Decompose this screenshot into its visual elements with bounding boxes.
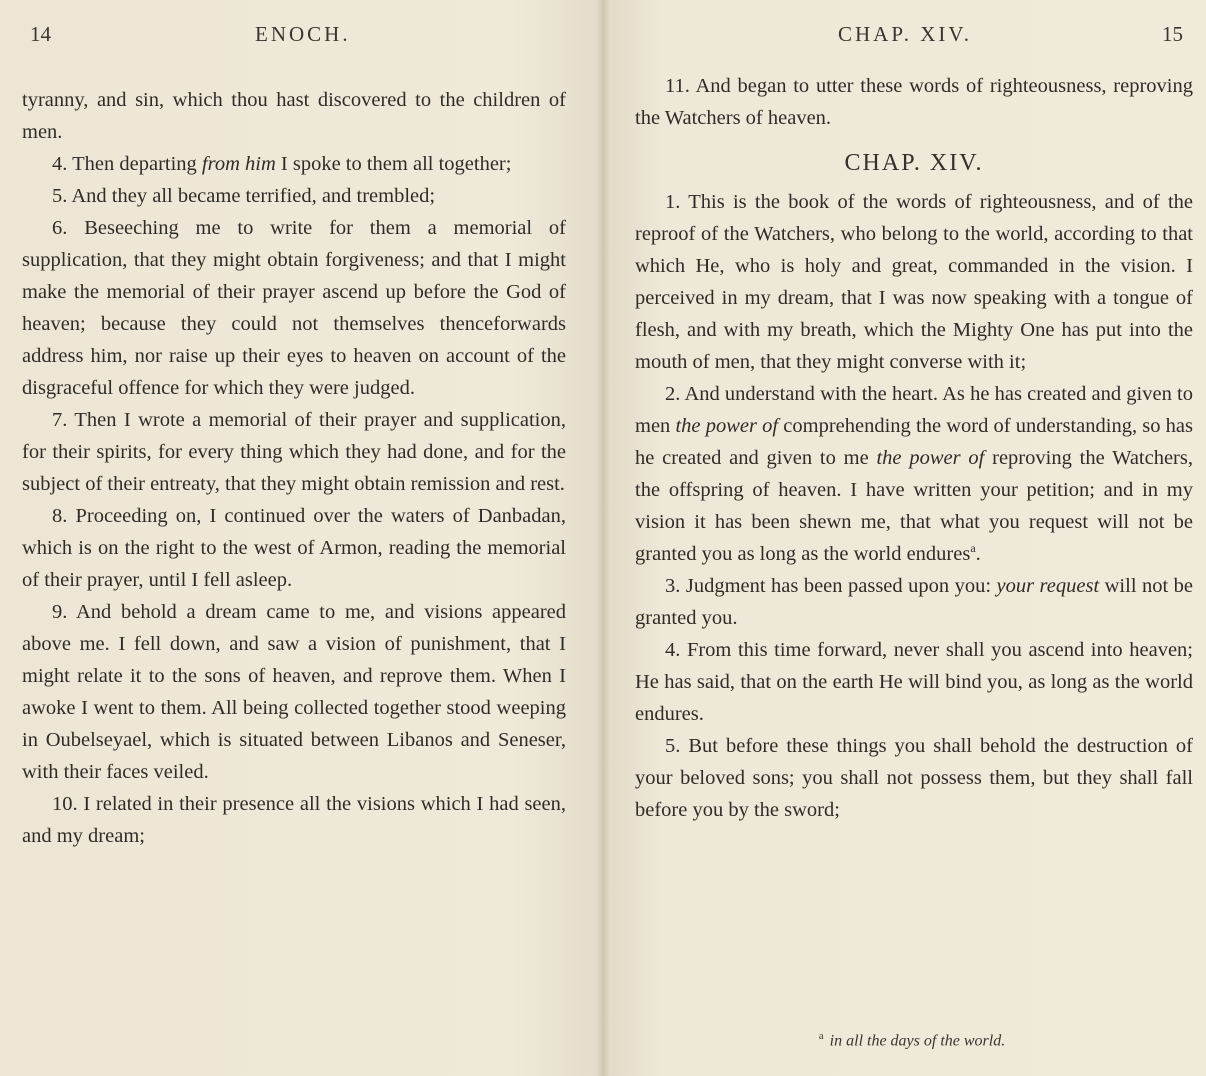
paragraph-3: 3. Judgment has been passed upon you: your request will not be granted you. xyxy=(635,575,1194,629)
paragraph-4-right: 4. From this time forward, never shall you ascend into heaven; He has said, that on the earth He will bind you, as long as the world endures. xyxy=(635,639,1193,725)
running-head-left: ENOCH. xyxy=(255,22,351,46)
page-number-right: 15 xyxy=(1162,22,1183,46)
paragraph-5-right: 5. But before these things you shall behold the destruction of your beloved sons; you shall not possess them, but they shall fall before you by the sword; xyxy=(635,735,1193,821)
paragraph-5: 5. And they all became terrified, and trembled; xyxy=(52,185,436,207)
paragraph-1: 1. This is the book of the words of righteousness, and of the reproof of the Watchers, who belong to the world, according to that which He, who is holy and great, commanded in the vision. I perceived in my dream, that I was now speaking with a tongue of flesh, and with my breath, which the Mighty One has put into the mouth of men, that they might converse with it; xyxy=(635,191,1193,373)
footnote xyxy=(633,1030,1191,1050)
footnote-text: in all the days of the world. xyxy=(829,1032,1006,1050)
paragraph-2: 2. And understand with the heart. As he has created and given to men the power of comprehending the word of understanding, so has he created and given to me the power of reproving the Watchers, the offspring of heaven. I have written your petition; and in my vision it has been shewn me, that what you request will not be granted you as long as the world endures$^a$. xyxy=(635,383,1194,565)
footnote-mark: a xyxy=(818,1030,824,1042)
italic-emphasis: the power of xyxy=(675,415,779,437)
left-page-body xyxy=(22,84,566,852)
paragraph-8: 8. Proceeding on, I continued over the waters of Danbadan, which is on the right to the west of Armon, reading the memorial of their prayer, until I fell asleep. xyxy=(22,505,566,591)
paragraph-7: 7. Then I wrote a memorial of their prayer and supplication, for their spirits, for every thing which they had done, and for the subject of their entreaty, that they might obtain remission and rest. xyxy=(22,409,566,495)
chapter-heading: CHAP. XIV. xyxy=(844,150,984,176)
right-page xyxy=(603,0,1206,1076)
right-page-header xyxy=(633,22,1183,52)
right-page-body xyxy=(635,70,1193,826)
italic-emphasis: from him xyxy=(201,153,276,175)
paragraph-continued: tyranny, and sin, which thou hast discovered to the children of men. xyxy=(22,89,566,143)
page-number-left: 14 xyxy=(30,22,51,46)
paragraph-4: 4. Then departing from him I spoke to them all together; xyxy=(52,153,512,175)
paragraph-10: 10. I related in their presence all the visions which I had seen, and my dream; xyxy=(22,793,566,847)
book-gutter xyxy=(596,0,610,1076)
paragraph-11: 11. And began to utter these words of righteousness, reproving the Watchers of heaven. xyxy=(635,75,1193,129)
italic-emphasis: your request xyxy=(996,575,1100,597)
paragraph-6: 6. Beseeching me to write for them a memorial of supplication, that they might obtain forgiveness; and that I might make the memorial of their prayer ascend up before the God of heaven; because they could not themselves thenceforwards address him, nor raise up their eyes to heaven on account of the disgraceful offence for which they were judged. xyxy=(22,217,566,399)
left-page-header xyxy=(30,22,570,52)
running-head-right: CHAP. XIV. xyxy=(838,22,973,46)
footnote-marker: a xyxy=(970,541,976,556)
italic-emphasis: the power of xyxy=(876,447,985,469)
paragraph-9: 9. And behold a dream came to me, and visions appeared above me. I fell down, and saw a vision of punishment, that I might relate it to the sons of heaven, and reprove them. When I awoke I went to them. All being collected together stood weeping in Oubelseyael, which is situated between Libanos and Seneser, with their faces veiled. xyxy=(22,601,566,783)
